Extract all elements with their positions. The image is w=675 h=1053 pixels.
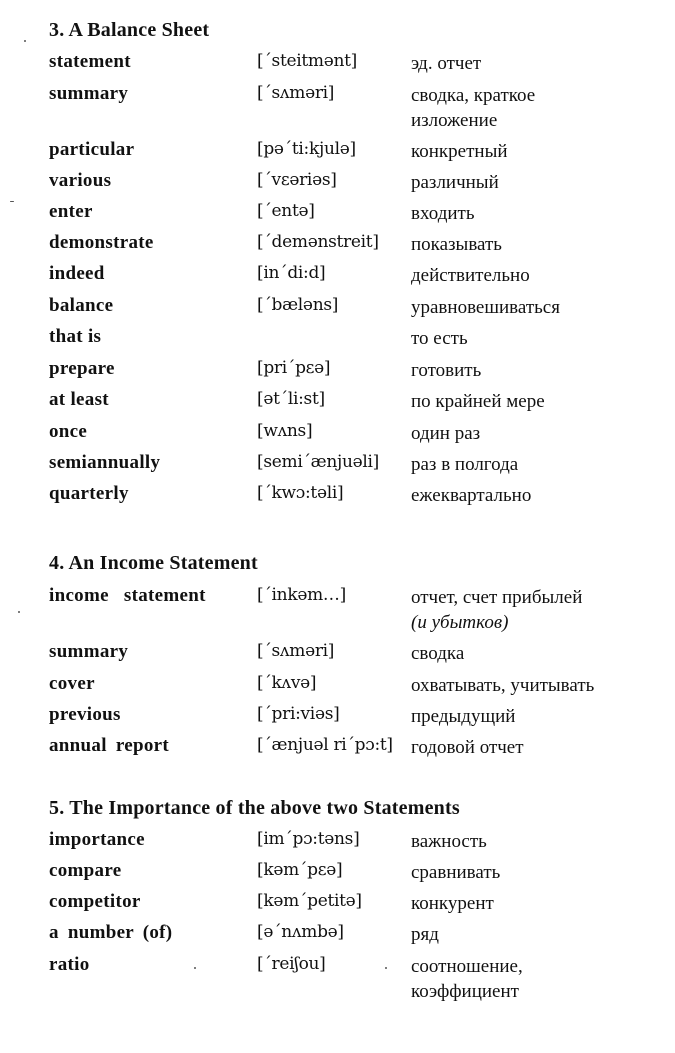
term: income statement xyxy=(49,585,206,606)
vocab-row xyxy=(0,954,675,1006)
scan-speck xyxy=(385,967,387,969)
transcription: [´kwɔ:təli] xyxy=(257,483,344,503)
translation-line-1: соотношение, xyxy=(411,956,523,977)
vocab-row xyxy=(0,421,675,449)
vocab-row xyxy=(0,170,675,198)
transcription: [´sʌməri] xyxy=(257,641,335,661)
vocab-row xyxy=(0,829,675,857)
transcription: [´demənstreit] xyxy=(257,232,379,252)
translation: готовить xyxy=(411,360,482,381)
vocab-row xyxy=(0,358,675,386)
transcription: [´vεəriəs] xyxy=(257,170,337,190)
scan-speck xyxy=(194,967,196,969)
transcription: [´ænjuəl ri´pɔ:t] xyxy=(257,735,393,755)
term: summary xyxy=(49,641,129,662)
translation: показывать xyxy=(411,234,502,255)
scan-speck xyxy=(18,611,20,613)
vocab-row xyxy=(0,389,675,417)
translation-line-1: сводка, краткое xyxy=(411,85,536,106)
term: competitor xyxy=(49,891,141,912)
translation: то есть xyxy=(411,328,468,349)
term: previous xyxy=(49,704,121,725)
term: importance xyxy=(49,829,145,850)
translation: годовой отчет xyxy=(411,737,524,758)
transcription: [´reiʃou] xyxy=(257,954,326,974)
term: balance xyxy=(49,295,114,316)
translation-line-1: отчет, счет прибылей xyxy=(411,587,583,608)
scan-speck xyxy=(10,201,14,202)
section-title-income-statement: 4. An Income Statement xyxy=(49,552,258,574)
term: various xyxy=(49,170,112,191)
vocab-row xyxy=(0,922,675,950)
term: quarterly xyxy=(49,483,129,504)
term: cover xyxy=(49,673,95,694)
translation: ряд xyxy=(411,924,439,945)
vocab-row xyxy=(0,326,675,354)
translation-line-2: изложение xyxy=(411,110,498,131)
term: particular xyxy=(49,139,135,160)
translation: конкретный xyxy=(411,141,508,162)
transcription: [ət´li:st] xyxy=(257,389,325,409)
vocab-row xyxy=(0,860,675,888)
term: enter xyxy=(49,201,93,222)
translation-line-2: коэффициент xyxy=(411,981,519,1002)
term: summary xyxy=(49,83,129,104)
transcription: [´entə] xyxy=(257,201,315,221)
translation xyxy=(411,954,523,1004)
translation: уравновешиваться xyxy=(411,297,560,318)
translation: один раз xyxy=(411,423,481,444)
term: a number (of) xyxy=(49,922,173,943)
vocab-row xyxy=(0,673,675,701)
term: compare xyxy=(49,860,122,881)
translation: конкурент xyxy=(411,893,494,914)
vocab-row xyxy=(0,83,675,135)
term: annual report xyxy=(49,735,169,756)
transcription: [´inkəm…] xyxy=(257,585,346,605)
term: once xyxy=(49,421,88,442)
vocab-row xyxy=(0,452,675,480)
translation: охватывать, учитывать xyxy=(411,675,595,696)
transcription: [kəm´pεə] xyxy=(257,860,343,880)
transcription: [´bæləns] xyxy=(257,295,339,315)
transcription: [´pri:viəs] xyxy=(257,704,340,724)
scan-speck xyxy=(24,40,26,42)
translation: различный xyxy=(411,172,499,193)
translation xyxy=(411,585,582,635)
transcription: [in´di:d] xyxy=(257,263,326,283)
transcription: [´sʌməri] xyxy=(257,83,335,103)
vocab-row xyxy=(0,735,675,763)
vocab-row xyxy=(0,641,675,669)
translation: предыдущий xyxy=(411,706,516,727)
term: demonstrate xyxy=(49,232,154,253)
transcription: [ə´nʌmbə] xyxy=(257,922,344,942)
section-title-importance: 5. The Importance of the above two Statements xyxy=(49,797,460,819)
translation: действительно xyxy=(411,265,530,286)
vocab-row xyxy=(0,201,675,229)
translation: раз в полгода xyxy=(411,454,519,475)
vocab-row xyxy=(0,139,675,167)
translation: входить xyxy=(411,203,475,224)
transcription: [pə´ti:kjulə] xyxy=(257,139,356,159)
translation: эд. отчет xyxy=(411,53,482,74)
transcription: [wʌns] xyxy=(257,421,313,441)
transcription: [im´pɔ:təns] xyxy=(257,829,360,849)
vocab-row xyxy=(0,891,675,919)
vocab-row xyxy=(0,483,675,511)
term: semiannually xyxy=(49,452,161,473)
term: at least xyxy=(49,389,109,410)
translation-note: (и убытков) xyxy=(411,612,509,633)
vocab-row xyxy=(0,232,675,260)
transcription: [semi´ænjuəli] xyxy=(257,452,379,472)
transcription: [pri´pεə] xyxy=(257,358,331,378)
translation: по крайней мере xyxy=(411,391,545,412)
transcription: [kəm´petitə] xyxy=(257,891,362,911)
translation: важность xyxy=(411,831,487,852)
vocab-row xyxy=(0,585,675,637)
translation: сводка xyxy=(411,643,465,664)
vocab-row xyxy=(0,704,675,732)
term: ratio xyxy=(49,954,90,975)
transcription: [´kʌvə] xyxy=(257,673,317,693)
term: statement xyxy=(49,51,131,72)
section-title-balance-sheet: 3. A Balance Sheet xyxy=(49,19,210,41)
vocab-row xyxy=(0,263,675,291)
term: prepare xyxy=(49,358,115,379)
translation: сравнивать xyxy=(411,862,501,883)
translation: ежеквартально xyxy=(411,485,532,506)
term: that is xyxy=(49,326,102,347)
translation xyxy=(411,83,535,133)
vocab-row xyxy=(0,51,675,79)
vocab-row xyxy=(0,295,675,323)
term: indeed xyxy=(49,263,105,284)
transcription: [´steitmənt] xyxy=(257,51,358,71)
